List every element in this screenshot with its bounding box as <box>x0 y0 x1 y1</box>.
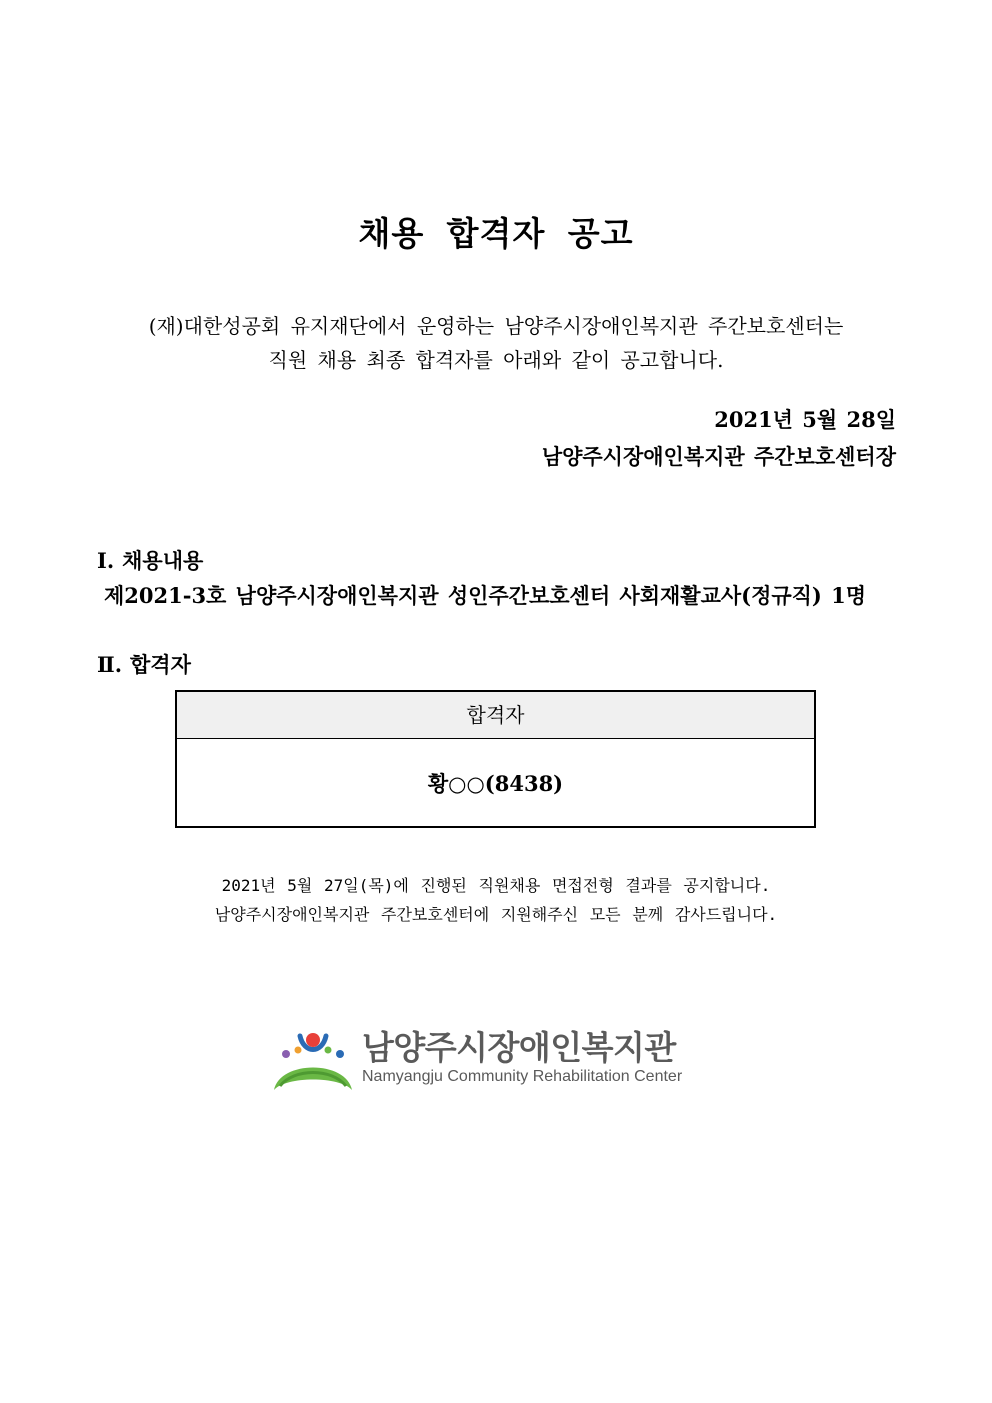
page-title: 채용 합격자 공고 <box>358 214 634 253</box>
section-recruitment-heading <box>97 545 203 575</box>
notice-line-2: 남양주시장애인복지관 주간보호센터에 지원해주신 모든 분께 감사드립니다. <box>214 905 778 924</box>
announcement-date: 2021년 5월 28일 <box>714 407 896 432</box>
section-title: 채용내용 <box>122 548 204 573</box>
intro-line-1: (재)대한성공회 유지재단에서 운영하는 남양주시장애인복지관 주간보호센터는 <box>148 314 844 338</box>
section-passers-heading <box>97 649 191 679</box>
recruitment-posting: 제2021-3호 남양주시장애인복지관 성인주간보호센터 사회재활교사(정규직) 1명 <box>104 583 867 608</box>
logo-name-korean: 남양주시장애인복지관 <box>362 1028 676 1067</box>
section-title: 합격자 <box>130 652 191 677</box>
closing-notice <box>0 871 992 929</box>
section-number: Ⅱ. <box>97 652 123 677</box>
logo-name-english: Namyangju Community Rehabilitation Center <box>362 1068 683 1085</box>
passer-table <box>175 690 816 828</box>
section-number: Ⅰ. <box>97 548 115 573</box>
intro-paragraph <box>0 309 992 377</box>
community-people-arc-icon <box>270 1020 356 1094</box>
signatory: 남양주시장애인복지관 주간보호센터장 <box>541 444 896 469</box>
notice-line-1: 2021년 5월 27일(목)에 진행된 직원채용 면접전형 결과를 공지합니다. <box>221 876 771 895</box>
organization-logo <box>270 1020 690 1094</box>
intro-line-2: 직원 채용 최종 합격자를 아래와 같이 공고합니다. <box>268 348 724 372</box>
passer-table-value: 황○○(8438) <box>427 771 564 796</box>
passer-table-header: 합격자 <box>177 692 814 739</box>
